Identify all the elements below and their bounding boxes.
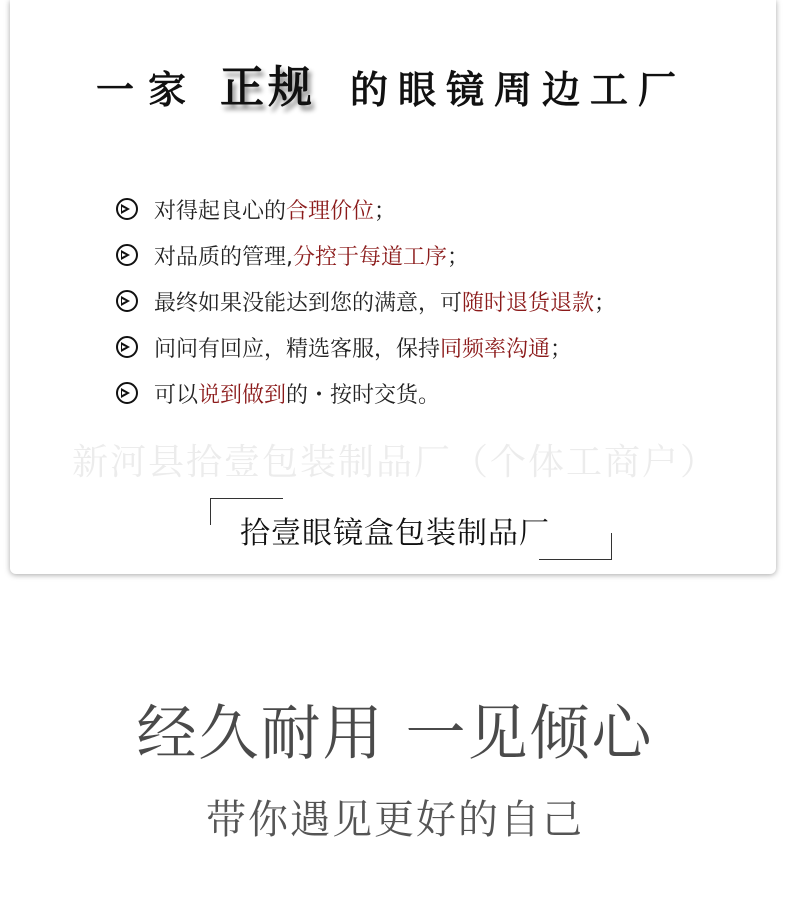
item-text-end: ； [374, 198, 397, 224]
item-highlight: 合理价位 [286, 198, 375, 224]
list-item [116, 186, 736, 232]
slogan: 经久耐用 一见倾心 [136, 699, 654, 769]
headline-part3: 的眼镜周边工厂 [350, 68, 687, 112]
brand-name: 拾壹眼镜盒包装制品厂 [240, 516, 550, 551]
circle-arrow-right-icon [116, 382, 138, 404]
list-item [116, 232, 736, 278]
item-text-end: ； [550, 336, 573, 362]
item-highlight: 同频率沟通 [440, 336, 551, 362]
circle-arrow-right-icon [116, 244, 138, 266]
item-text-end: ； [594, 290, 617, 316]
list-item [116, 324, 736, 370]
list-item [116, 278, 736, 324]
item-text: 对品质的管理, [154, 244, 293, 270]
circle-arrow-right-icon [116, 290, 138, 312]
list-item [116, 370, 736, 416]
item-text: 对得起良心的 [154, 198, 287, 224]
subslogan: 带你遇见更好的自己 [206, 797, 584, 843]
item-highlight: 分控于每道工序 [293, 244, 448, 270]
headline-emphasis: 正规 [220, 62, 316, 113]
watermark: 新河县拾壹包装制品厂（个体工商户） [72, 442, 719, 483]
item-highlight: 说到做到 [198, 382, 287, 408]
item-text: 可以 [154, 382, 199, 408]
item-text: 最终如果没能达到您的满意，可 [154, 290, 463, 316]
item-highlight: 随时退货退款 [462, 290, 595, 316]
headline [96, 62, 716, 122]
item-text-end: 的・按时交货。 [286, 382, 441, 408]
item-text-end: ； [447, 244, 470, 270]
item-text: 问问有回应，精选客服，保持 [154, 336, 441, 362]
brand-box [210, 498, 612, 560]
feature-list [116, 186, 736, 416]
circle-arrow-right-icon [116, 336, 138, 358]
circle-arrow-right-icon [116, 198, 138, 220]
headline-part1: 一家 [96, 68, 201, 112]
info-card [10, 0, 776, 574]
